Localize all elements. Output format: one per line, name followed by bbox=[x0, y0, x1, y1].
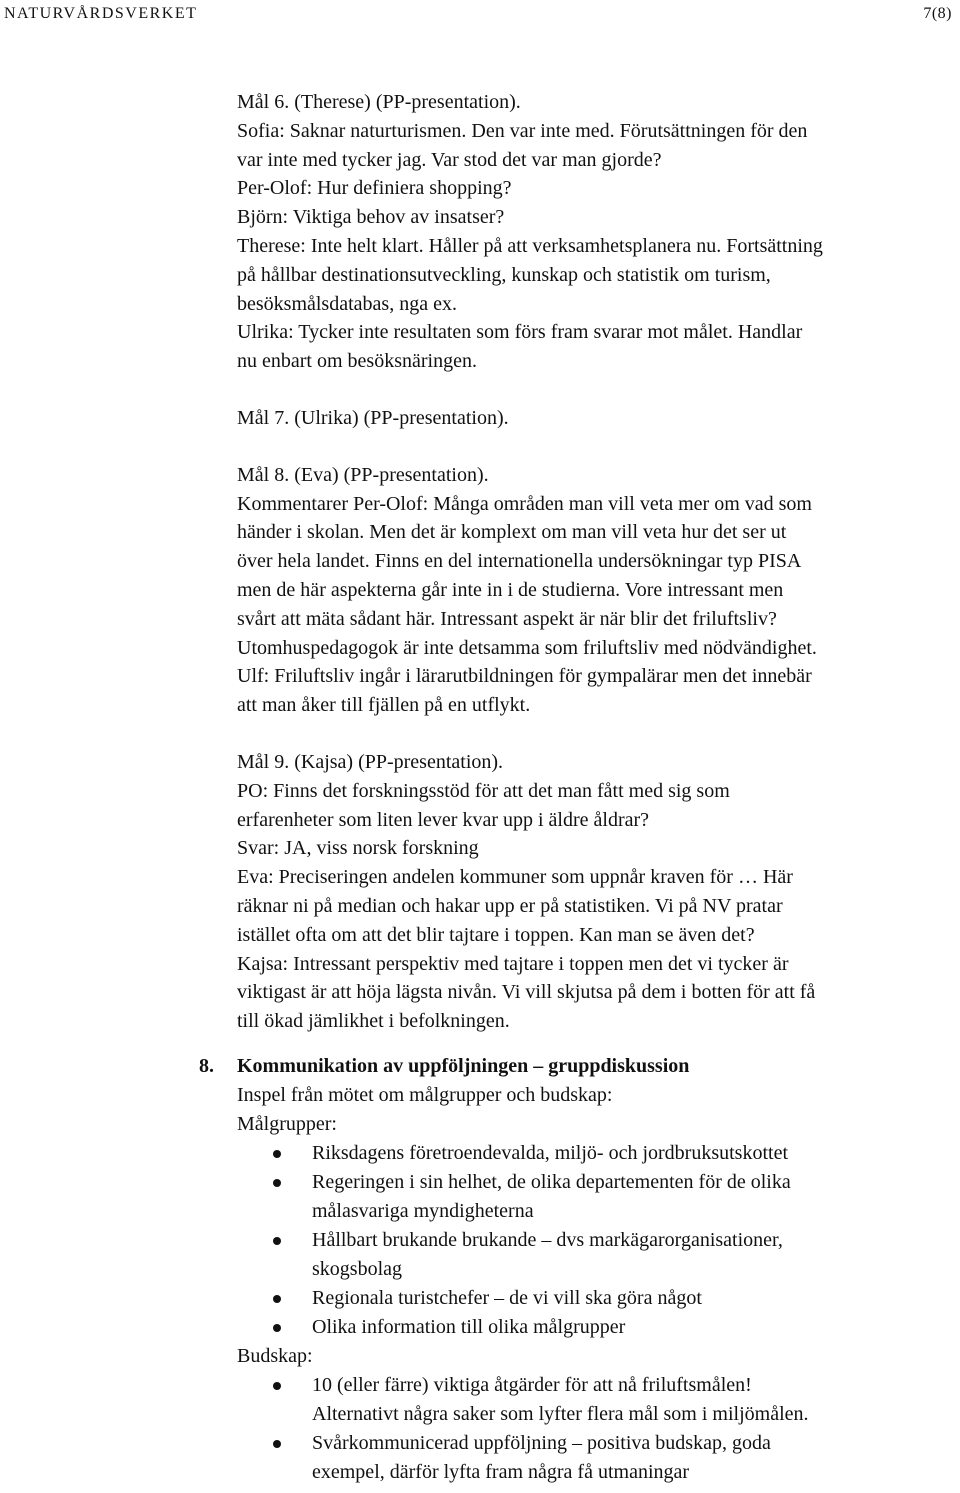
goal-6-notes bbox=[237, 88, 952, 376]
organization-name: NATURVÅRDSVERKET bbox=[4, 5, 198, 22]
goal-8-line: men de här aspekterna går inte in i de studierna. Vore intressant men bbox=[237, 578, 784, 601]
goal-6-line: Björn: Viktiga behov av insatser? bbox=[237, 206, 505, 229]
goal-8-notes bbox=[237, 461, 952, 720]
bullet-icon bbox=[273, 1237, 281, 1245]
list-item-line: exempel, därför lyfta fram några få utmaningar bbox=[312, 1461, 690, 1483]
section-8 bbox=[199, 1052, 951, 1487]
goal-9-line: räknar ni på median och hakar upp er på statistiken. Vi på NV pratar bbox=[237, 894, 783, 917]
list-item-line: målasvariga myndigheterna bbox=[312, 1200, 534, 1222]
goal-8-line: Ulf: Friluftsliv ingår i lärarutbildningen för gympalärar men det innebär bbox=[237, 665, 812, 688]
messages-list bbox=[237, 1371, 951, 1487]
list-item bbox=[237, 1313, 951, 1342]
section-heading bbox=[199, 1052, 951, 1081]
page-number: 7(8) bbox=[923, 5, 952, 22]
goal-6-line: Ulrika: Tycker inte resultaten som förs fram svarar mot målet. Handlar bbox=[237, 321, 803, 344]
goal-9-line: Svar: JA, viss norsk forskning bbox=[237, 837, 479, 860]
meeting-notes bbox=[237, 88, 952, 1036]
goal-6-line: Sofia: Saknar naturturismen. Den var inte med. Förutsättningen för den bbox=[237, 119, 808, 142]
goal-9-line: istället ofta om att det blir tajtare i toppen. Kan man se även det? bbox=[237, 923, 755, 946]
goal-9-line: till ökad jämlikhet i befolkningen. bbox=[237, 1010, 510, 1033]
goal-7-line: Mål 7. (Ulrika) (PP-presentation). bbox=[237, 406, 509, 429]
list-item bbox=[237, 1284, 951, 1313]
goal-8-line: Mål 8. (Eva) (PP-presentation). bbox=[237, 463, 489, 486]
list-item bbox=[237, 1371, 951, 1429]
bullet-icon bbox=[273, 1179, 281, 1187]
list-item-line: Alternativt några saker som lyfter flera mål som i miljömålen. bbox=[312, 1403, 809, 1425]
goal-8-line: över hela landet. Finns en del internationella undersökningar typ PISA bbox=[237, 550, 802, 573]
section-number: 8. bbox=[199, 1055, 214, 1077]
goal-7-notes bbox=[237, 404, 952, 433]
section-intro: Inspel från mötet om målgrupper och budskap: bbox=[237, 1084, 613, 1106]
spacer bbox=[237, 720, 952, 748]
section-title: Kommunikation av uppföljningen – gruppdiskussion bbox=[237, 1055, 690, 1077]
messages-label: Budskap: bbox=[237, 1345, 313, 1367]
goal-9-notes bbox=[237, 748, 952, 1036]
goal-9-line: viktigast är att höja lägsta nivån. Vi vill skjutsa på dem i botten för att få bbox=[237, 981, 816, 1004]
list-item-line: Regionala turistchefer – de vi vill ska göra något bbox=[312, 1287, 702, 1309]
goal-6-line: på hållbar destinationsutveckling, kunskap och statistik om turism, bbox=[237, 263, 771, 286]
list-item-line: Regeringen i sin helhet, de olika departementen för de olika bbox=[312, 1171, 791, 1193]
target-groups-label: Målgrupper: bbox=[237, 1113, 337, 1135]
list-item-line: skogsbolag bbox=[312, 1258, 402, 1280]
goal-8-line: att man åker till fjällen på en utflykt. bbox=[237, 694, 531, 717]
page-header bbox=[4, 5, 952, 29]
goal-6-line: Therese: Inte helt klart. Håller på att verksamhetsplanera nu. Fortsättning bbox=[237, 234, 823, 257]
goal-8-line: Kommentarer Per-Olof: Många områden man vill veta mer om vad som bbox=[237, 492, 812, 515]
list-item bbox=[237, 1139, 951, 1168]
goal-6-line: Per-Olof: Hur definiera shopping? bbox=[237, 177, 512, 200]
goal-8-line: Utomhuspedagogok är inte detsamma som friluftsliv med nödvändighet. bbox=[237, 636, 817, 659]
list-item-line: Olika information till olika målgrupper bbox=[312, 1316, 626, 1338]
bullet-icon bbox=[273, 1324, 281, 1332]
bullet-icon bbox=[273, 1382, 281, 1390]
spacer bbox=[237, 433, 952, 461]
list-item-line: Hållbart brukande brukande – dvs markägarorganisationer, bbox=[312, 1229, 783, 1251]
list-item bbox=[237, 1168, 951, 1226]
goal-9-line: Eva: Preciseringen andelen kommuner som uppnår kraven för … Här bbox=[237, 866, 793, 889]
goal-6-line: Mål 6. (Therese) (PP-presentation). bbox=[237, 91, 521, 113]
goal-9-line: Mål 9. (Kajsa) (PP-presentation). bbox=[237, 750, 504, 773]
list-item-line: 10 (eller färre) viktiga åtgärder för att nå friluftsmålen! bbox=[312, 1374, 752, 1396]
list-item-line: Svårkommunicerad uppföljning – positiva budskap, goda bbox=[312, 1432, 771, 1454]
list-item bbox=[237, 1429, 951, 1487]
list-item bbox=[237, 1226, 951, 1284]
goal-6-line: besöksmålsdatabas, nga ex. bbox=[237, 292, 457, 315]
goal-8-line: svårt att mäta sådant här. Intressant aspekt är när blir det friluftsliv? bbox=[237, 607, 777, 630]
spacer bbox=[237, 376, 952, 404]
list-item-line: Riksdagens företroendevalda, miljö- och jordbruksutskottet bbox=[312, 1142, 789, 1164]
goal-6-line: nu enbart om besöksnäringen. bbox=[237, 350, 477, 373]
target-groups-list bbox=[237, 1139, 951, 1342]
goal-9-line: erfarenheter som liten lever kvar upp i äldre åldrar? bbox=[237, 808, 650, 831]
bullet-icon bbox=[273, 1440, 281, 1448]
goal-8-line: händer i skolan. Men det är komplext om man vill veta hur det ser ut bbox=[237, 521, 787, 544]
bullet-icon bbox=[273, 1295, 281, 1303]
bullet-icon bbox=[273, 1150, 281, 1158]
section-body bbox=[199, 1081, 951, 1487]
goal-9-line: Kajsa: Intressant perspektiv med tajtare i toppen men det vi tycker är bbox=[237, 952, 789, 975]
goal-6-line: var inte med tycker jag. Var stod det var man gjorde? bbox=[237, 148, 662, 171]
goal-9-line: PO: Finns det forskningsstöd för att det man fått med sig som bbox=[237, 779, 730, 802]
